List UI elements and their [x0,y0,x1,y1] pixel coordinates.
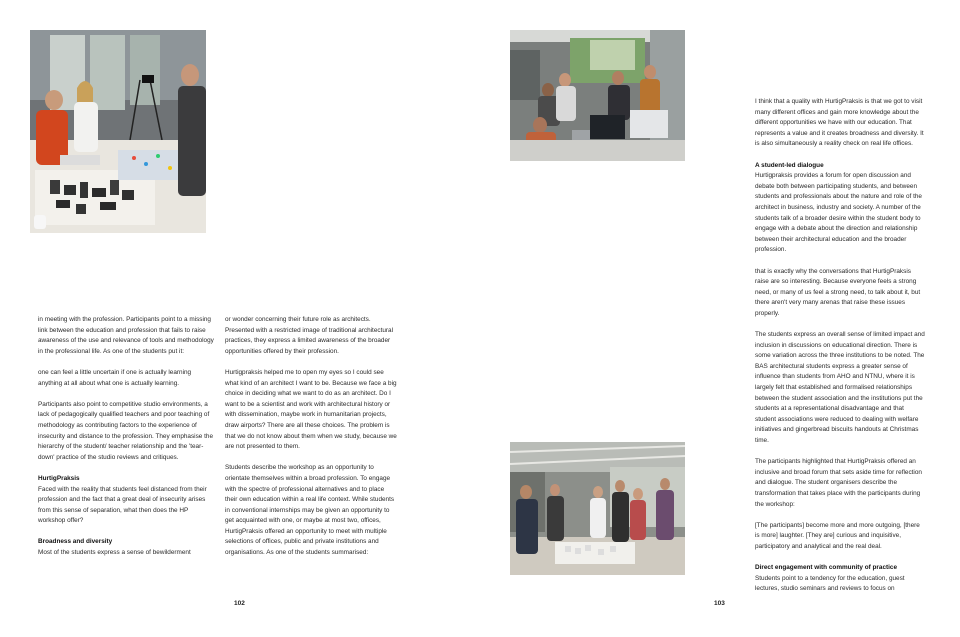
body-paragraph: Hurtigpraksis provides a forum for open discussion and debate both between participating students, and between students and professionals about the nature and role of the architect in business, industry and society. A number of the students talk of a broader desire within the student body to engage with a debate about the direction and relationship between their architectural education and the broader profession. [755,172,922,254]
body-paragraph: or wonder concerning their future role as architects. Presented with a restricted image of traditional architectural practices, they express a limited awareness of the broader opportunities offered by their profession. [225,316,394,355]
page-number: 103 [714,600,725,607]
section-heading: A student-led dialogue [755,161,824,169]
body-paragraph: Most of the students express a sense of bewilderment [38,549,191,557]
student-quote: Hurtigpraksis helped me to open my eyes so I could see what kind of an architect I want to be. Because we face a big choice in deciding what we want to do as an architect. Do I want to be a scientist and work with architectural history or with dissemination, maybe work in humanitarian projects, draw airports? There are all these choices. The problem is that we do not know about them when we study, because we are not presented to them. [225,368,397,451]
body-paragraph: Participants also point to competitive studio environments, a lack of pedagogically qualified teachers and poor teaching of methodology as contributing factors to the experience of insecurity and distance to the profession. They emphasise the hierarchy of the student/ teacher relationship and the 'tear-down' practice of the studio reviews and critiques. [38,400,214,461]
left-column-2 [225,315,397,569]
body-paragraph: The participants highlighted that HurtigPraksis offered an inclusive and broad forum that sets aside time for reflection and dialogue. The student organisers describe the transformation that takes place with the participants during the workshop: [755,458,922,508]
review-session-photo [510,442,685,575]
students-computers-photo [510,30,685,161]
body-paragraph: The students express an overall sense of limited impact and inclusion in discussions on educational direction. There is some variation across the three institutions to be noted. The BAS architectural students express a greater sense of influence than students from AHO and NTNU, where it is largely felt that established and formalised relationships between the student association and the institutions put the students at a representational disadvantage and that student associations were reduced to dealing with welfare initiatives and gingerbread biscuits handouts at Christmas time. [755,331,925,444]
right-page [480,0,960,637]
section-heading: Direct engagement with community of practice [755,564,898,572]
body-paragraph: Faced with the reality that students feel distanced from their profession and the fact that a great deal of insecurity arises from this sense of separation, what then does the HP workshop offer? [38,485,207,525]
student-quote: [The participants] become more and more outgoing, [there is more] laughter. [They are] curious and inquisitive, participatory and analytical and the real deal. [755,521,920,550]
body-paragraph: Students point to a tendency for the education, guest lectures, studio seminars and reviews to focus on [755,574,905,593]
workshop-model-photo [30,30,206,233]
student-quote: that is exactly why the conversations that HurtigPraksis raise are so interesting. Because everyone feels a strong need, or many of us feel a strong need, to talk about it, but there aren't very many arenas that raise these issues properly. [755,267,921,317]
student-quote: I think that a quality with HurtigPraksis is that we got to visit many different offices and gain more knowledge about the different opportunities we have with our education. That represents a value and it creates broadness and diversity. It is also simultaneously a reality check on real life offices. [755,98,924,148]
section-heading: HurtigPraksis [38,474,80,482]
right-column [755,97,925,606]
student-quote: one can feel a little uncertain if one is actually learning anything at all about what one is actually learning. [38,368,192,387]
page-number: 102 [234,600,245,607]
section-heading: Broadness and diversity [38,538,113,546]
body-paragraph: in meeting with the profession. Participants point to a missing link between the education and profession that fails to raise awareness of the use and relevance of tools and methodology in the professional life. As one of the students put it: [38,316,214,355]
left-column-1 [38,315,214,569]
body-paragraph: Students describe the workshop as an opportunity to orientate themselves within a broad profession. To engage with the spectre of professional alternatives and to place their own education within a real life context. While students in conventional internships may be given an opportunity to get acquainted with one, or maybe at most two, offices, HurtigPraksis offered an opportunity to meet with multiple selections of offices, public and private institutions and organisations. As one of the students summarised: [225,464,395,557]
